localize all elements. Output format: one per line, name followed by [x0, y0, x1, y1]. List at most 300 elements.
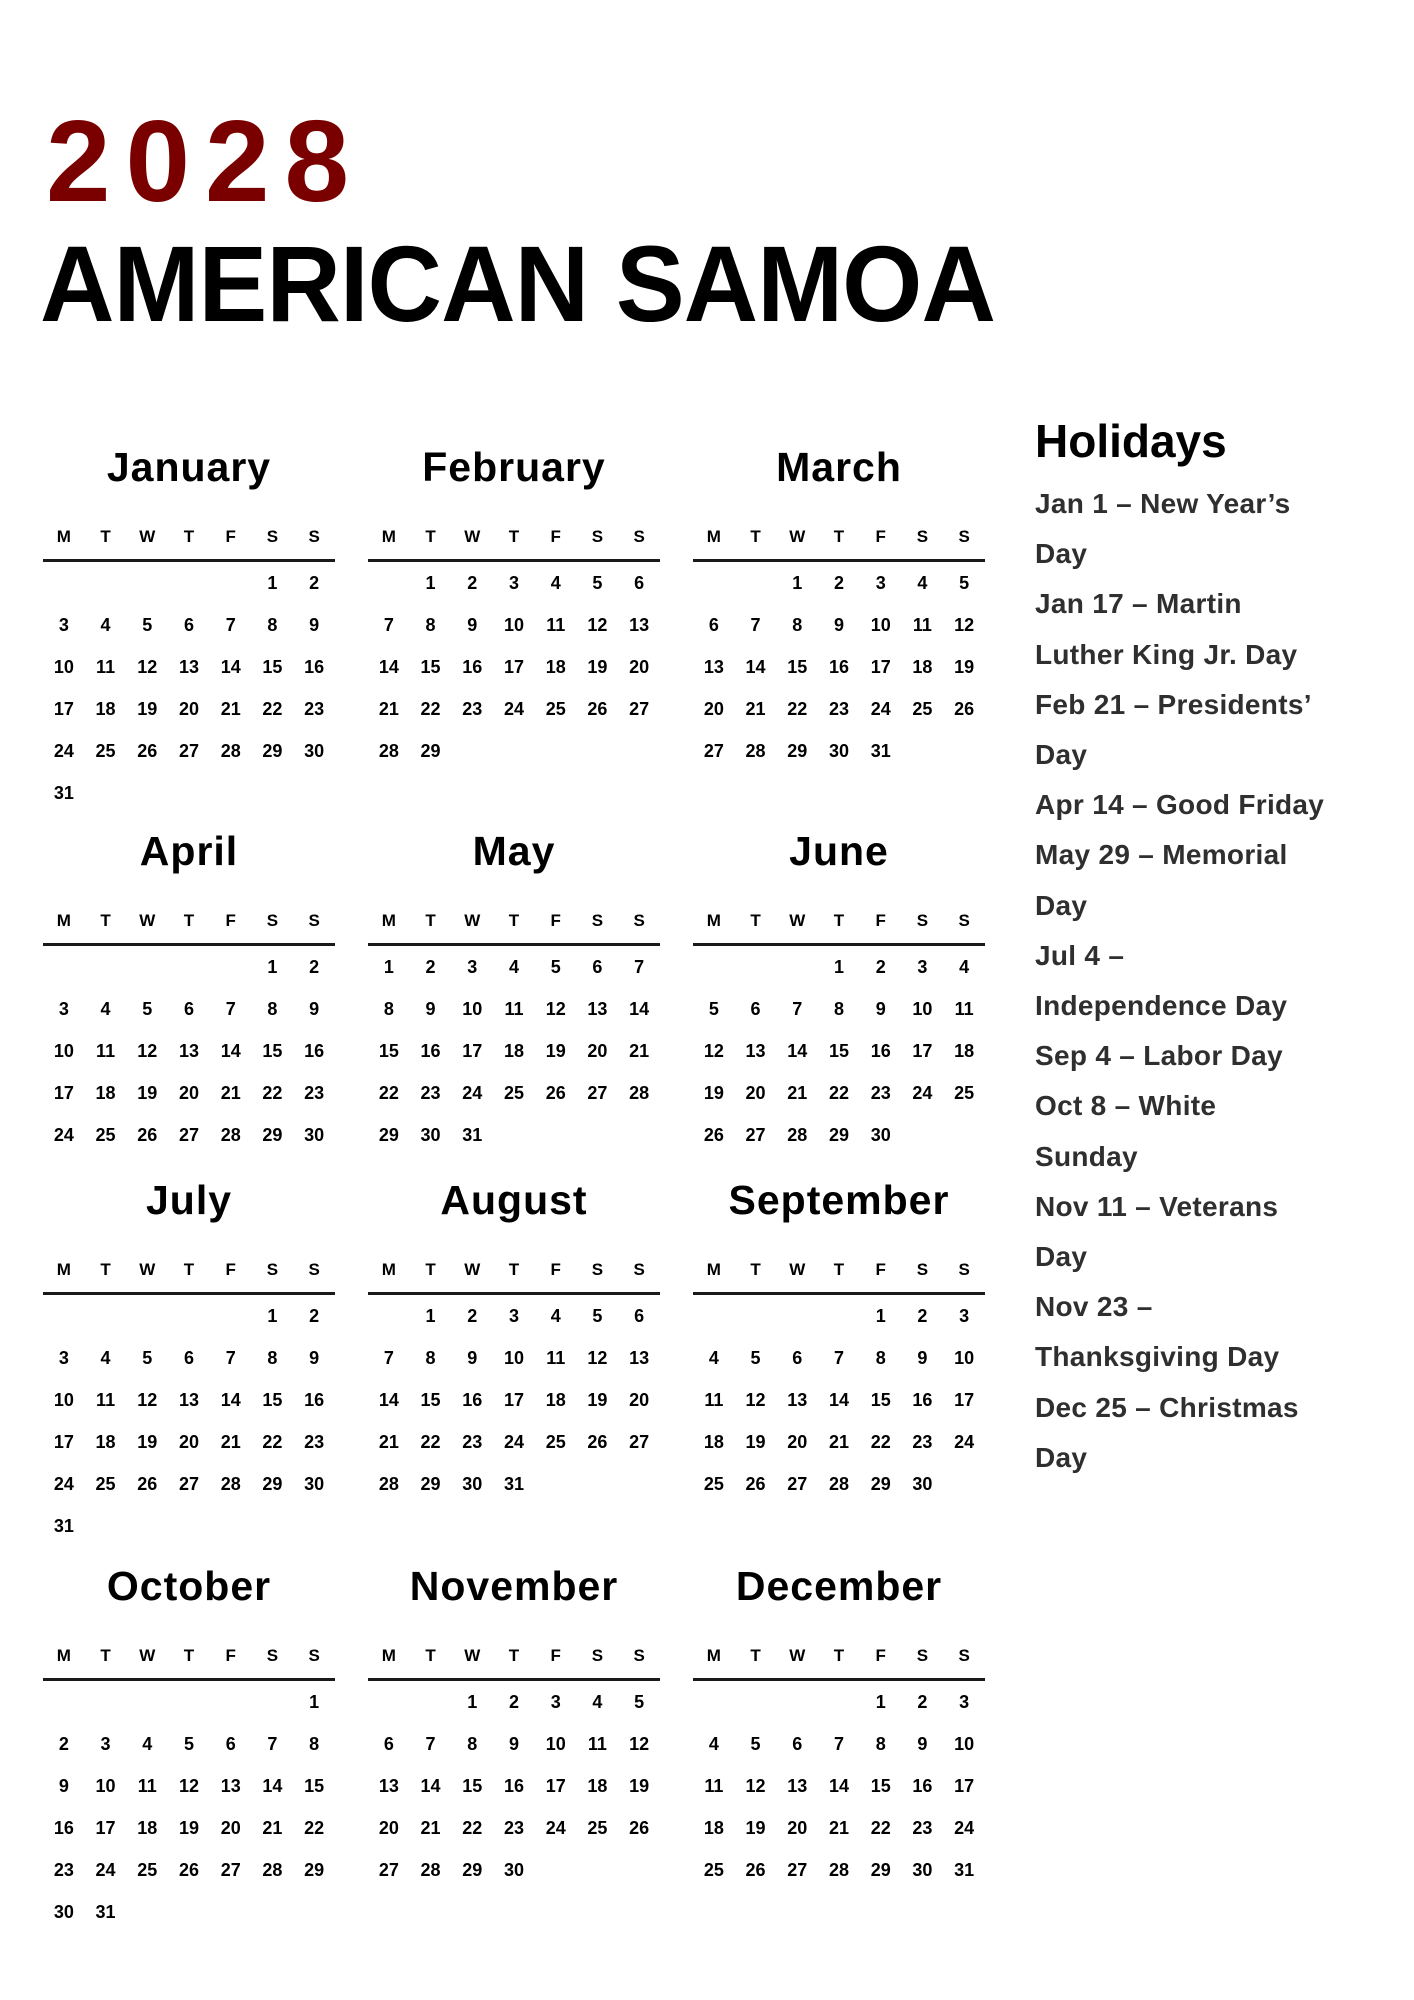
day-cell: 12 [178, 1776, 199, 1796]
day-cell: 22 [420, 699, 441, 719]
day-cell: 17 [545, 1776, 566, 1796]
weekday-label: M [381, 1646, 396, 1665]
day-cell: 30 [828, 741, 849, 761]
day-cell: 5 [142, 615, 153, 635]
day-cell: 7 [425, 1734, 436, 1754]
weekday-label: T [100, 527, 111, 546]
day-cell: 17 [503, 657, 524, 677]
day-cell: 27 [178, 1474, 199, 1494]
day-cell: 6 [183, 999, 194, 1019]
day-cell: 23 [462, 699, 483, 719]
day-cell: 28 [378, 741, 399, 761]
day-cell: 16 [503, 1776, 524, 1796]
day-cell: 13 [787, 1776, 808, 1796]
day-cell: 24 [954, 1432, 975, 1452]
day-cell: 16 [462, 1390, 483, 1410]
holiday-item [1035, 479, 1405, 579]
holiday-text: Sunday [1035, 1140, 1138, 1172]
day-cell: 4 [708, 1348, 719, 1368]
day-cell: 2 [917, 1692, 928, 1712]
day-cell: 4 [100, 999, 111, 1019]
day-cell: 20 [787, 1818, 808, 1838]
weekday-label: T [425, 1646, 436, 1665]
day-cell: 7 [225, 1348, 236, 1368]
day-cell: 2 [467, 573, 478, 593]
day-cell: 1 [875, 1306, 886, 1326]
day-cell: 18 [95, 1083, 116, 1103]
day-cell: 6 [750, 999, 761, 1019]
day-cell: 26 [587, 1432, 608, 1452]
day-cell: 12 [954, 615, 975, 635]
day-cell: 25 [95, 1125, 116, 1145]
day-cell: 27 [587, 1083, 608, 1103]
weekday-label: T [100, 1646, 111, 1665]
day-cell: 14 [828, 1390, 849, 1410]
day-cell: 10 [503, 615, 524, 635]
day-cell: 26 [137, 1125, 158, 1145]
day-cell: 26 [545, 1083, 566, 1103]
header-divider [368, 559, 660, 562]
month-july [43, 1176, 335, 1536]
day-grid [43, 1302, 335, 1554]
day-cell: 3 [58, 1348, 69, 1368]
weekday-label: S [633, 911, 645, 930]
empty-cell [735, 569, 777, 611]
day-cell: 12 [137, 657, 158, 677]
weekday-header [43, 907, 335, 935]
day-cell: 28 [828, 1860, 849, 1880]
weekday-label: W [464, 911, 481, 930]
day-cell: 10 [53, 1390, 74, 1410]
day-cell: 11 [137, 1776, 157, 1796]
day-cell: 11 [96, 657, 116, 677]
day-cell: 28 [262, 1860, 283, 1880]
weekday-label: T [750, 1646, 761, 1665]
month-december [693, 1562, 985, 1880]
weekday-header [43, 1642, 335, 1670]
day-cell: 2 [58, 1734, 69, 1754]
weekday-header [693, 1642, 985, 1670]
day-cell: 19 [137, 699, 158, 719]
day-cell: 27 [787, 1474, 808, 1494]
day-cell: 9 [58, 1776, 69, 1796]
holiday-text: Dec 25 – Christmas [1035, 1391, 1299, 1423]
day-cell: 26 [178, 1860, 199, 1880]
day-cell: 26 [137, 741, 158, 761]
day-cell: 31 [503, 1474, 524, 1494]
day-cell: 4 [508, 957, 519, 977]
weekday-header [43, 1256, 335, 1284]
day-cell: 29 [262, 741, 283, 761]
day-cell: 27 [629, 699, 650, 719]
day-cell: 20 [378, 1818, 399, 1838]
day-cell: 12 [587, 1348, 608, 1368]
day-cell: 21 [378, 699, 399, 719]
day-cell: 19 [954, 657, 975, 677]
day-cell: 14 [262, 1776, 283, 1796]
day-cell: 27 [703, 741, 724, 761]
day-cell: 8 [467, 1734, 478, 1754]
holiday-text: Jan 1 – New Year’s [1035, 488, 1291, 519]
day-cell: 22 [262, 699, 283, 719]
day-cell: 18 [954, 1041, 975, 1061]
month-title: November [409, 1563, 619, 1609]
day-grid [368, 953, 660, 1163]
month-march [693, 443, 985, 761]
day-cell: 29 [304, 1860, 325, 1880]
day-cell: 17 [503, 1390, 524, 1410]
day-cell: 13 [629, 615, 650, 635]
day-grid [693, 1688, 985, 1898]
weekday-label: W [139, 911, 156, 930]
day-cell: 6 [383, 1734, 394, 1754]
day-cell: 16 [912, 1390, 933, 1410]
weekday-label: T [508, 527, 520, 546]
day-cell: 15 [462, 1776, 483, 1796]
holiday-item [1035, 1182, 1405, 1282]
day-cell: 2 [917, 1306, 928, 1326]
header-divider [43, 943, 335, 946]
day-cell: 6 [634, 1306, 645, 1326]
month-title: July [145, 1177, 233, 1223]
empty-cell [368, 1688, 410, 1730]
weekday-label: W [464, 1646, 481, 1665]
day-cell: 24 [53, 1125, 74, 1145]
weekday-label: S [633, 527, 645, 546]
day-cell: 16 [828, 657, 849, 677]
weekday-label: T [750, 911, 761, 930]
holiday-text: Oct 8 – White [1035, 1090, 1217, 1122]
weekday-label: T [750, 527, 761, 546]
day-cell: 3 [917, 957, 928, 977]
weekday-label: T [833, 911, 845, 930]
day-cell: 16 [870, 1041, 891, 1061]
weekday-label: T [183, 1646, 195, 1665]
month-november [368, 1562, 660, 1880]
weekday-label: F [875, 1260, 886, 1279]
weekday-label: S [916, 527, 929, 546]
day-cell: 19 [745, 1432, 766, 1452]
day-cell: 17 [912, 1041, 933, 1061]
day-cell: 13 [787, 1390, 808, 1410]
empty-cell [168, 569, 210, 611]
day-cell: 22 [262, 1083, 283, 1103]
day-cell: 1 [875, 1692, 886, 1712]
day-cell: 7 [634, 957, 645, 977]
weekday-label: F [225, 1260, 236, 1279]
empty-cell [43, 1688, 85, 1730]
day-grid [368, 1302, 660, 1512]
day-cell: 15 [420, 657, 441, 677]
day-cell: 13 [220, 1776, 241, 1796]
weekday-label: M [706, 1260, 721, 1279]
day-cell: 28 [378, 1474, 399, 1494]
day-cell: 3 [467, 957, 478, 977]
day-cell: 30 [912, 1860, 933, 1880]
day-cell: 24 [503, 1432, 524, 1452]
day-cell: 20 [745, 1083, 766, 1103]
day-cell: 12 [703, 1041, 724, 1061]
weekday-label: S [266, 911, 279, 930]
weekday-header [693, 523, 985, 551]
day-cell: 11 [912, 615, 932, 635]
day-cell: 18 [95, 1432, 116, 1452]
day-cell: 29 [262, 1125, 283, 1145]
day-cell: 17 [870, 657, 891, 677]
month-january [43, 443, 335, 803]
day-cell: 1 [309, 1692, 320, 1712]
day-cell: 10 [954, 1348, 975, 1368]
day-cell: 21 [629, 1041, 650, 1061]
day-cell: 8 [425, 615, 436, 635]
weekday-label: T [508, 1260, 520, 1279]
day-cell: 11 [96, 1390, 116, 1410]
day-cell: 22 [870, 1818, 891, 1838]
day-cell: 2 [508, 1692, 519, 1712]
day-cell: 20 [178, 1083, 199, 1103]
weekday-label: T [100, 1260, 111, 1279]
weekday-label: T [183, 527, 195, 546]
day-cell: 6 [792, 1734, 803, 1754]
day-cell: 8 [875, 1348, 886, 1368]
weekday-label: T [425, 911, 436, 930]
day-cell: 31 [870, 741, 891, 761]
day-cell: 17 [954, 1776, 975, 1796]
day-cell: 25 [912, 699, 933, 719]
day-cell: 10 [462, 999, 483, 1019]
day-cell: 19 [587, 1390, 608, 1410]
empty-cell [210, 953, 252, 995]
day-cell: 8 [425, 1348, 436, 1368]
day-cell: 18 [703, 1432, 724, 1452]
day-cell: 22 [420, 1432, 441, 1452]
day-cell: 25 [545, 699, 566, 719]
holiday-text: Apr 14 – Good Friday [1035, 789, 1325, 821]
empty-cell [168, 1302, 210, 1344]
day-cell: 9 [917, 1348, 928, 1368]
day-cell: 8 [309, 1734, 320, 1754]
holiday-item [1035, 780, 1405, 830]
empty-cell [735, 1302, 777, 1344]
weekday-label: W [789, 911, 806, 930]
day-cell: 2 [309, 1306, 320, 1326]
holiday-text: Luther King Jr. Day [1035, 638, 1298, 670]
empty-cell [410, 1688, 452, 1730]
day-cell: 12 [629, 1734, 650, 1754]
day-cell: 5 [750, 1734, 761, 1754]
weekday-label: T [833, 1646, 845, 1665]
header-divider [693, 1678, 985, 1681]
day-cell: 17 [462, 1041, 483, 1061]
weekday-label: W [139, 1260, 156, 1279]
weekday-label: S [633, 1646, 645, 1665]
day-cell: 30 [503, 1860, 524, 1880]
empty-cell [693, 569, 735, 611]
day-cell: 7 [833, 1734, 844, 1754]
day-cell: 25 [503, 1083, 524, 1103]
weekday-label: F [225, 527, 236, 546]
empty-cell [735, 1688, 777, 1730]
day-cell: 20 [178, 1432, 199, 1452]
day-cell: 10 [53, 657, 74, 677]
day-cell: 7 [750, 615, 761, 635]
day-cell: 3 [58, 999, 69, 1019]
day-cell: 26 [629, 1818, 650, 1838]
day-cell: 5 [750, 1348, 761, 1368]
holiday-item [1035, 680, 1405, 780]
day-cell: 16 [912, 1776, 933, 1796]
day-cell: 18 [503, 1041, 524, 1061]
weekday-label: T [833, 527, 845, 546]
year-title: 2028 [46, 96, 365, 226]
day-cell: 9 [309, 615, 320, 635]
empty-cell [126, 569, 168, 611]
day-cell: 12 [545, 999, 566, 1019]
day-cell: 28 [828, 1474, 849, 1494]
day-cell: 25 [95, 1474, 116, 1494]
holiday-text: Day [1035, 889, 1088, 921]
weekday-header [693, 907, 985, 935]
weekday-header [368, 1642, 660, 1670]
day-cell: 3 [550, 1692, 561, 1712]
month-may [368, 827, 660, 1145]
month-title: December [735, 1563, 943, 1609]
day-cell: 27 [378, 1860, 399, 1880]
day-cell: 3 [58, 615, 69, 635]
day-cell: 14 [420, 1776, 441, 1796]
day-cell: 27 [178, 741, 199, 761]
holiday-item [1035, 931, 1405, 1031]
weekday-label: S [308, 1646, 320, 1665]
weekday-label: S [958, 1646, 970, 1665]
day-cell: 5 [634, 1692, 645, 1712]
weekday-header [368, 907, 660, 935]
weekday-label: F [875, 527, 886, 546]
empty-cell [43, 1302, 85, 1344]
empty-cell [368, 1302, 410, 1344]
day-cell: 22 [462, 1818, 483, 1838]
day-cell: 15 [262, 1390, 283, 1410]
empty-cell [43, 953, 85, 995]
day-cell: 10 [95, 1776, 116, 1796]
empty-cell [210, 1302, 252, 1344]
weekday-label: S [633, 1260, 645, 1279]
month-title: May [472, 828, 556, 874]
holiday-text: May 29 – Memorial [1035, 839, 1288, 871]
day-cell: 1 [267, 957, 278, 977]
day-cell: 8 [267, 1348, 278, 1368]
day-cell: 8 [875, 1734, 886, 1754]
day-cell: 15 [378, 1041, 399, 1061]
day-cell: 25 [703, 1474, 724, 1494]
day-cell: 26 [587, 699, 608, 719]
month-september [693, 1176, 985, 1494]
holiday-text: Nov 23 – [1035, 1291, 1153, 1323]
weekday-label: S [308, 1260, 320, 1279]
day-cell: 10 [954, 1734, 975, 1754]
day-cell: 13 [178, 1041, 199, 1061]
day-cell: 26 [954, 699, 975, 719]
day-cell: 22 [787, 699, 808, 719]
country-title: AMERICAN SAMOA [40, 223, 995, 344]
day-cell: 21 [420, 1818, 441, 1838]
day-cell: 6 [792, 1348, 803, 1368]
weekday-label: M [381, 911, 396, 930]
holiday-text: Jul 4 – [1035, 939, 1125, 971]
weekday-label: W [464, 1260, 481, 1279]
day-cell: 5 [142, 1348, 153, 1368]
day-cell: 29 [787, 741, 808, 761]
weekday-label: M [56, 911, 71, 930]
day-cell: 13 [703, 657, 724, 677]
weekday-label: T [183, 911, 195, 930]
day-cell: 9 [425, 999, 436, 1019]
day-cell: 7 [267, 1734, 278, 1754]
day-cell: 4 [959, 957, 970, 977]
day-cell: 9 [508, 1734, 519, 1754]
weekday-header [368, 1256, 660, 1284]
empty-cell [818, 1302, 860, 1344]
weekday-header [43, 523, 335, 551]
empty-cell [693, 953, 735, 995]
day-cell: 14 [220, 1390, 241, 1410]
day-cell: 22 [262, 1432, 283, 1452]
weekday-label: S [266, 1260, 279, 1279]
weekday-label: S [591, 1260, 604, 1279]
day-cell: 9 [309, 1348, 320, 1368]
day-cell: 15 [828, 1041, 849, 1061]
day-cell: 23 [912, 1818, 933, 1838]
day-cell: 30 [912, 1474, 933, 1494]
weekday-label: F [875, 1646, 886, 1665]
day-cell: 5 [592, 1306, 603, 1326]
day-grid [43, 569, 335, 821]
empty-cell [252, 1688, 294, 1730]
day-cell: 19 [137, 1083, 158, 1103]
day-grid [368, 1688, 660, 1898]
weekday-label: F [550, 1260, 561, 1279]
day-cell: 29 [262, 1474, 283, 1494]
day-cell: 22 [870, 1432, 891, 1452]
weekday-label: M [56, 1646, 71, 1665]
day-cell: 15 [262, 1041, 283, 1061]
weekday-label: M [381, 527, 396, 546]
weekday-label: W [139, 527, 156, 546]
day-cell: 19 [745, 1818, 766, 1838]
empty-cell [126, 1688, 168, 1730]
day-cell: 4 [917, 573, 928, 593]
day-cell: 17 [53, 699, 74, 719]
header-divider [368, 943, 660, 946]
weekday-label: F [550, 911, 561, 930]
day-cell: 21 [745, 699, 766, 719]
month-february [368, 443, 660, 761]
day-cell: 23 [304, 1083, 325, 1103]
day-cell: 7 [383, 1348, 394, 1368]
holiday-item [1035, 1031, 1405, 1081]
day-cell: 12 [587, 615, 608, 635]
day-cell: 20 [629, 657, 650, 677]
day-cell: 22 [828, 1083, 849, 1103]
day-cell: 13 [378, 1776, 399, 1796]
day-grid [43, 1688, 335, 1940]
day-cell: 4 [100, 615, 111, 635]
empty-cell [85, 569, 127, 611]
day-cell: 21 [220, 699, 241, 719]
day-cell: 19 [178, 1818, 199, 1838]
day-cell: 4 [550, 1306, 561, 1326]
day-cell: 14 [378, 657, 399, 677]
